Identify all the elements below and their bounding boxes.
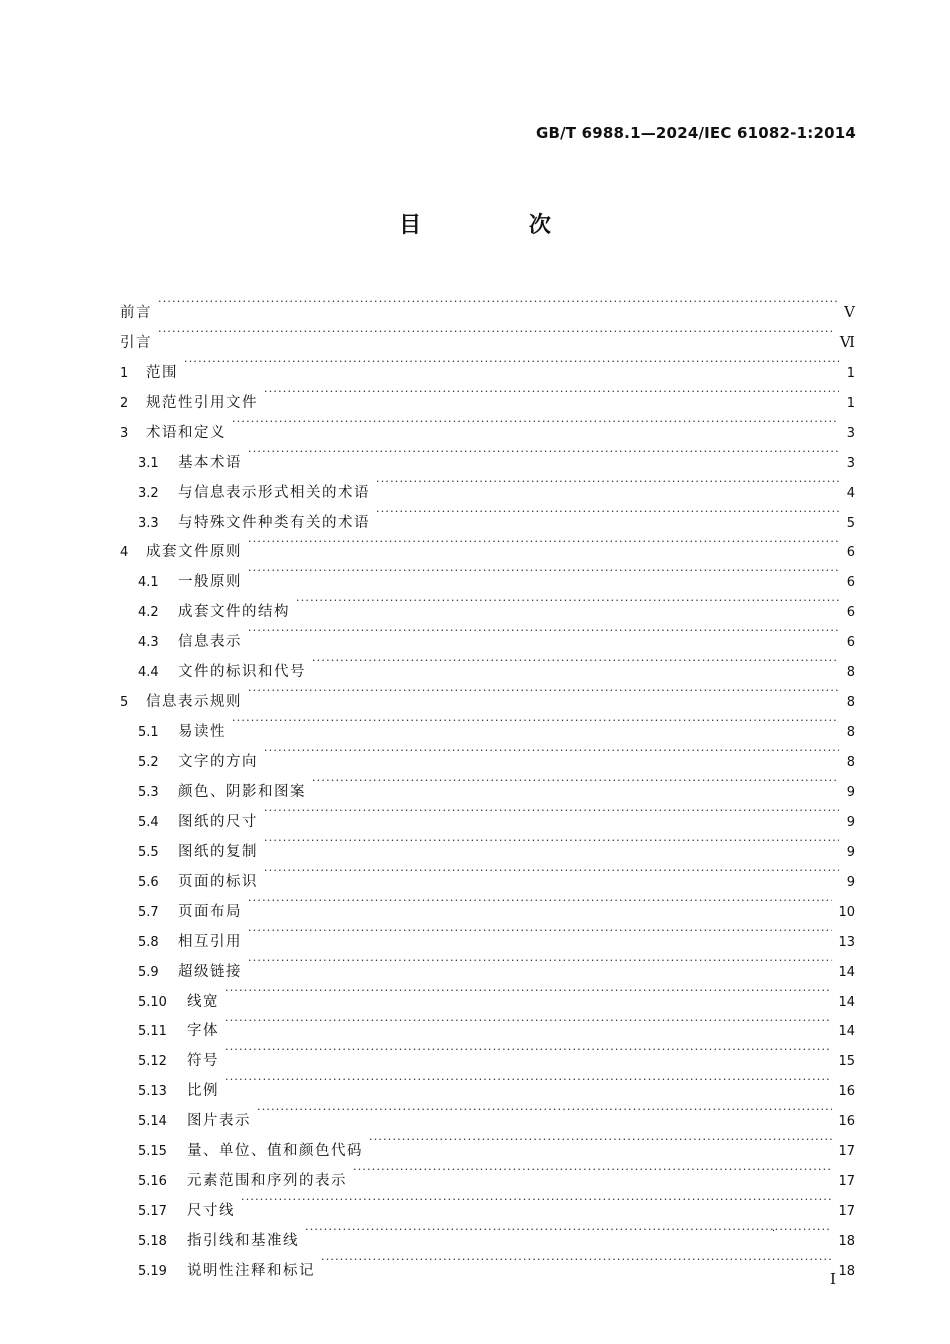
- toc-entry-label: 元素范围和序列的表示: [187, 1173, 347, 1190]
- toc-entry-label: 页面的标识: [178, 873, 258, 890]
- toc-leader-dots: [264, 736, 839, 766]
- toc-entry-number: 5.1: [138, 725, 159, 741]
- page-number: Ⅰ: [830, 1270, 836, 1288]
- toc-entry-number: 5.19: [138, 1263, 167, 1279]
- toc-entry-page: 10: [838, 904, 855, 920]
- toc-leader-dots: [158, 287, 838, 317]
- toc-entry[interactable]: [120, 736, 855, 770]
- toc-entry-label: 一般原则: [178, 574, 242, 591]
- toc-leader-dots: [264, 856, 839, 886]
- toc-entry-number: 5.18: [138, 1234, 167, 1249]
- toc-leader-dots: [312, 646, 839, 676]
- toc-entry-label: 成套文件的结构: [178, 604, 290, 621]
- toc-entry-label: 信息表示: [178, 634, 242, 651]
- toc-entry-number: 5.12: [138, 1054, 167, 1070]
- toc-entry-label: 信息表示规则: [146, 694, 242, 711]
- toc-entry-label: 基本术语: [178, 454, 242, 471]
- toc-leader-dots: [225, 1035, 832, 1065]
- toc-leader-dots: [184, 347, 839, 377]
- toc-entry-label: 成套文件原则: [146, 544, 242, 561]
- toc-entry-label: 说明性注释和标记: [187, 1262, 315, 1279]
- toc-leader-dots: [225, 1006, 832, 1036]
- toc-entry-number: 5.6: [138, 874, 159, 890]
- toc-leader-dots: [264, 796, 839, 826]
- toc-entry-page: 15: [838, 1054, 855, 1070]
- toc-entry-number: 3.3: [138, 515, 159, 531]
- toc-entry-page: 17: [838, 1174, 855, 1190]
- toc-entry-label: 页面布局: [178, 903, 242, 920]
- toc-entry-page: Ⅵ: [839, 332, 855, 351]
- toc-entry-number: 5.9: [138, 964, 159, 980]
- standard-code: GB/T 6988.1—2024/IEC 61082-1:2014: [535, 124, 856, 142]
- toc-entry-label: 图纸的复制: [178, 843, 258, 860]
- toc-entry-number: 5.2: [138, 755, 159, 770]
- toc-entry-page: 9: [846, 844, 855, 860]
- toc-leader-dots: [321, 1245, 832, 1275]
- toc-leader-dots: [248, 527, 839, 557]
- toc-entry-page: 8: [846, 665, 855, 681]
- toc-entry-page: Ⅴ: [844, 302, 855, 321]
- toc-entry-page: 9: [846, 784, 855, 800]
- toc-leader-dots: [248, 886, 832, 916]
- toc-leader-dots: [353, 1155, 832, 1185]
- toc-entry-number: 1: [120, 365, 129, 381]
- toc-leader-dots: [248, 946, 832, 976]
- table-of-contents: [120, 287, 855, 1279]
- toc-entry[interactable]: [120, 1035, 855, 1070]
- toc-entry-label: 前言: [120, 304, 152, 321]
- toc-entry-label: 文字的方向: [178, 754, 258, 770]
- toc-entry[interactable]: [120, 1006, 855, 1040]
- toc-entry[interactable]: [120, 287, 855, 321]
- toc-entry-label: 图片表示: [187, 1113, 251, 1130]
- toc-entry-page: 6: [846, 605, 855, 621]
- toc-entry-number: 5.8: [138, 934, 159, 950]
- toc-entry-label: 超级链接: [178, 963, 242, 980]
- toc-entry-page: 8: [846, 695, 855, 711]
- toc-leader-dots: [264, 377, 839, 407]
- toc-leader-dots: [225, 976, 832, 1006]
- toc-entry-page: 1: [846, 365, 855, 381]
- toc-entry-page: 6: [846, 635, 855, 651]
- toc-entry-page: 17: [838, 1144, 855, 1160]
- toc-entry-number: 4.1: [138, 575, 159, 591]
- toc-leader-dots: [248, 916, 832, 946]
- toc-entry-number: 3: [120, 425, 129, 441]
- toc-leader-dots: [248, 556, 839, 586]
- toc-entry-number: 5.5: [138, 844, 159, 860]
- toc-entry-label: 符号: [187, 1053, 219, 1070]
- toc-entry-label: 量、单位、值和颜色代码: [187, 1143, 363, 1160]
- toc-leader-dots: [305, 1215, 832, 1245]
- toc-entry[interactable]: [120, 437, 855, 471]
- toc-entry-label: 引言: [120, 334, 152, 351]
- toc-entry-label: 图纸的尺寸: [178, 813, 258, 830]
- toc-entry-label: 与信息表示形式相关的术语: [178, 484, 370, 501]
- toc-entry-page: 6: [846, 545, 855, 561]
- toc-entry-page: 17: [838, 1204, 855, 1220]
- toc-entry-number: 4: [120, 545, 129, 561]
- toc-leader-dots: [241, 1185, 832, 1215]
- toc-entry-page: 9: [846, 874, 855, 890]
- toc-entry-number: 5.15: [138, 1144, 167, 1160]
- toc-entry-page: 6: [846, 575, 855, 591]
- toc-entry-number: 5.11: [138, 1024, 167, 1040]
- toc-leader-dots: [257, 1095, 832, 1125]
- toc-entry-label: 规范性引用文件: [146, 394, 258, 411]
- toc-entry-number: 5.4: [138, 814, 159, 830]
- toc-entry-number: 5.3: [138, 784, 159, 800]
- toc-leader-dots: [264, 826, 839, 856]
- toc-entry[interactable]: [120, 347, 855, 381]
- toc-entry-page: 14: [838, 1024, 855, 1040]
- toc-entry-label: 范围: [146, 364, 178, 381]
- toc-entry-page: 18: [838, 1263, 855, 1279]
- toc-entry[interactable]: [120, 377, 855, 411]
- toc-leader-dots: [376, 497, 839, 527]
- toc-entry-page: 18: [838, 1234, 855, 1249]
- toc-entry-label: 术语和定义: [146, 424, 226, 441]
- toc-entry-number: 5.10: [138, 994, 167, 1010]
- toc-entry-page: 1: [846, 395, 855, 411]
- toc-entry-label: 文件的标识和代号: [178, 664, 306, 681]
- toc-entry-page: 5: [846, 515, 855, 531]
- toc-leader-dots: [248, 616, 839, 646]
- toc-entry[interactable]: [120, 976, 855, 1010]
- toc-entry-number: 5.16: [138, 1174, 167, 1190]
- toc-entry-label: 与特殊文件种类有关的术语: [178, 514, 370, 531]
- toc-entry-label: 相互引用: [178, 933, 242, 950]
- page-title: 目 次: [399, 213, 601, 238]
- toc-entry-page: 14: [838, 994, 855, 1010]
- toc-entry-page: 3: [846, 425, 855, 441]
- toc-entry-number: 5.7: [138, 904, 159, 920]
- toc-entry-page: 3: [846, 455, 855, 471]
- toc-entry-number: 4.2: [138, 605, 159, 621]
- toc-leader-dots: [232, 706, 839, 736]
- toc-entry-number: 5.14: [138, 1114, 167, 1130]
- toc-entry-page: 4: [846, 485, 855, 501]
- toc-entry-label: 易读性: [178, 724, 226, 741]
- toc-entry[interactable]: [120, 1095, 855, 1130]
- toc-entry-number: 4.4: [138, 665, 159, 681]
- stray-dot: ·: [772, 1226, 776, 1237]
- toc-entry-label: 线宽: [187, 993, 219, 1010]
- toc-leader-dots: [232, 407, 839, 437]
- toc-leader-dots: [312, 766, 839, 796]
- toc-entry-page: 13: [838, 934, 855, 950]
- toc-entry-number: 5: [120, 695, 129, 711]
- toc-entry-label: 字体: [187, 1023, 219, 1040]
- toc-entry-label: 尺寸线: [187, 1203, 235, 1220]
- toc-entry-label: 指引线和基准线: [187, 1233, 299, 1249]
- toc-leader-dots: [369, 1125, 832, 1155]
- toc-entry-number: 5.17: [138, 1204, 167, 1220]
- toc-entry-label: 颜色、阴影和图案: [178, 783, 306, 800]
- toc-leader-dots: [248, 437, 839, 467]
- toc-entry-page: 8: [846, 755, 855, 770]
- toc-leader-dots: [248, 676, 839, 706]
- toc-entry-page: 16: [838, 1114, 855, 1130]
- toc-entry-page: 8: [846, 725, 855, 741]
- toc-entry-number: 3.2: [138, 485, 159, 501]
- toc-entry[interactable]: [120, 317, 855, 351]
- toc-entry[interactable]: [120, 1065, 855, 1100]
- toc-leader-dots: [225, 1065, 832, 1095]
- toc-leader-dots: [376, 467, 839, 497]
- toc-entry-page: 14: [838, 964, 855, 980]
- toc-entry-number: 2: [120, 395, 129, 411]
- toc-entry-number: 4.3: [138, 635, 159, 651]
- toc-leader-dots: [158, 317, 834, 347]
- toc-entry-number: 5.13: [138, 1084, 167, 1100]
- toc-leader-dots: [296, 586, 839, 616]
- toc-entry-label: 比例: [187, 1083, 219, 1100]
- toc-entry-page: 9: [846, 814, 855, 830]
- toc-entry-page: 16: [838, 1084, 855, 1100]
- toc-entry-number: 3.1: [138, 455, 159, 471]
